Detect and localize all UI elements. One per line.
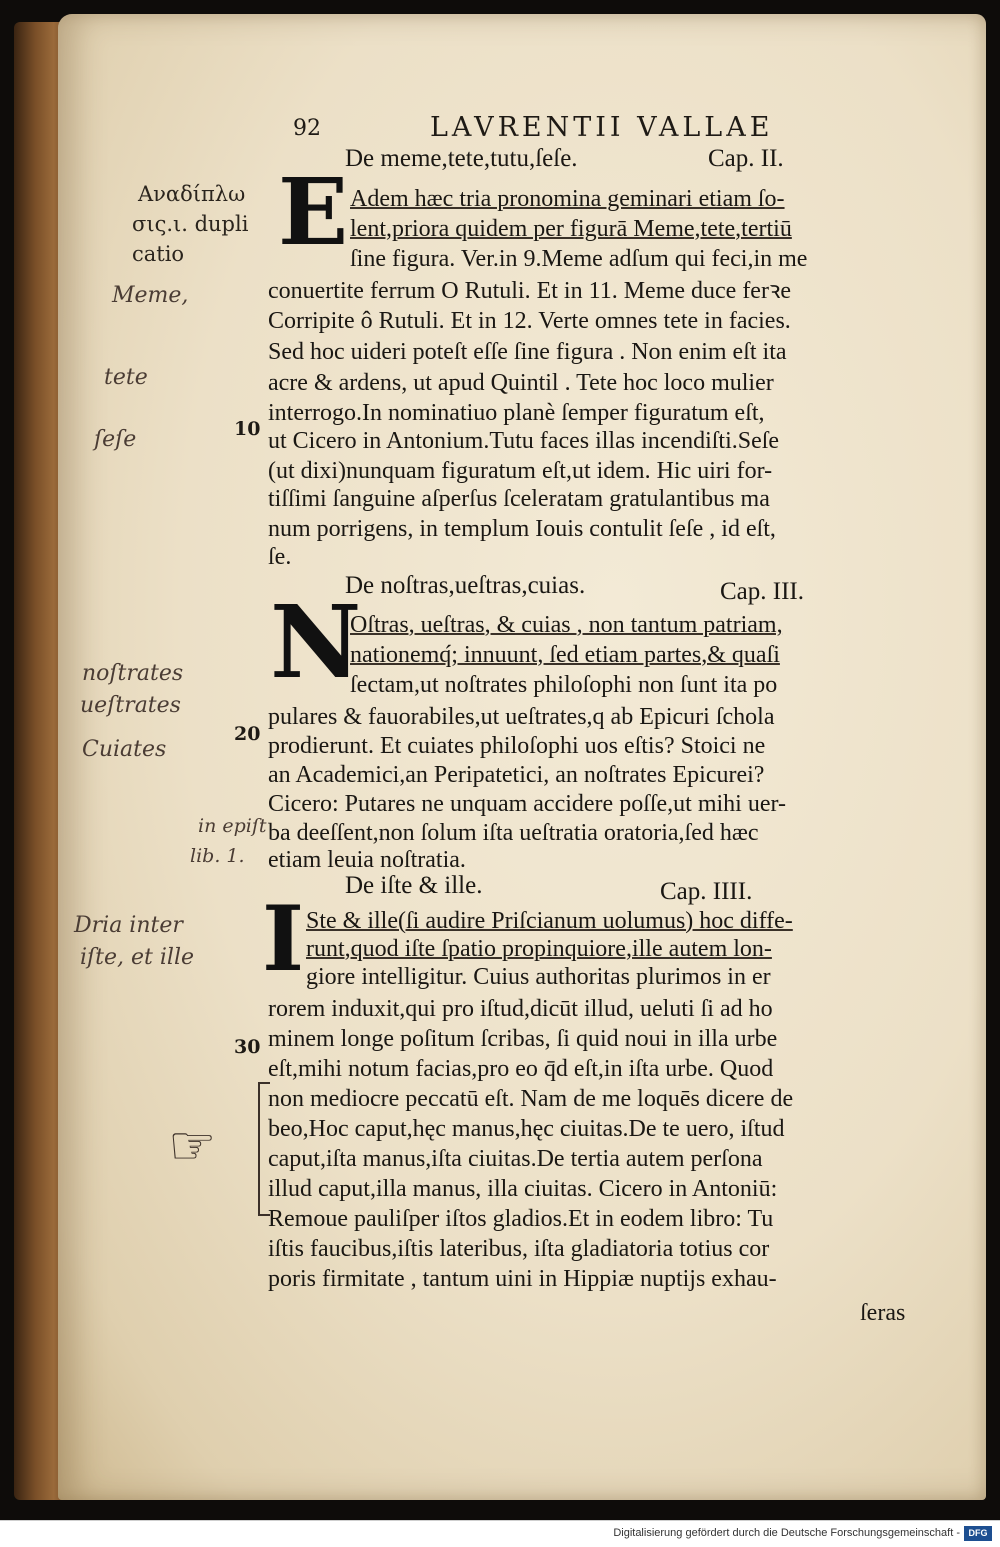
text-line: an Academici,an Peripatetici, an noſtrates Epicurei? [268,762,765,788]
chapter-title: De noſtras,ueſtras,cuias. [345,572,586,599]
chapter-title: De meme,tete,tutu,ſeſe. [345,145,578,172]
chapter-title: De iſte & ille. [345,872,483,899]
text-line: conuertite ferrum O Rutuli. Et in 11. Meme duce ferꝛe [268,278,791,304]
text-line: Ste & ille(ſi audire Priſcianum uolumus) hoc diffe- [306,908,793,934]
handwritten-note: ueſtrates [80,693,181,718]
text-line: giore intelligitur. Cuius authoritas plurimos in er [306,964,771,990]
text-line: Adem hæc tria pronomina geminari etiam ſo- [350,186,785,212]
running-head: LAVRENTII VALLAE [430,112,774,143]
text-line: Cicero: Putares ne unquam accidere poſſe,ut mihi uer- [268,791,787,817]
text-line: minem longe poſitum ſcribas, ſi quid noui in illa urbe [268,1026,778,1052]
page-number: 92 [293,116,321,141]
chapter-label: Cap. II. [708,145,784,172]
text-line: non mediocre peccatū eſt. Nam de me loquēs dicere de [268,1086,794,1112]
chapter-label: Cap. III. [720,578,804,605]
text-line: ba deeſſent,non ſolum iſta ueſtratia oratoria,ſed hæc [268,820,759,846]
printed-margin-note: catio [132,242,185,266]
text-line: interrogo.In nominatiuo planè ſemper figuratum eſt, [268,400,765,426]
text-line: eſt,mihi notum facias,pro eo q̄d eſt,in iſta urbe. Quod [268,1056,774,1082]
text-line: tiſſimi ſanguine aſperſus ſceleratam gratulantibus ma [268,486,770,512]
text-line: ut Cicero in Antonium.Tutu faces illas incendiſti.Seſe [268,428,780,454]
text-line: ſine figura. Ver.in 9.Meme adſum qui feci,in me [350,246,808,272]
drop-initial: N [270,583,362,701]
text-line: ſectam,ut noſtrates philoſophi non ſunt ita po [350,672,778,698]
handwritten-note: Cuiates [82,737,167,762]
text-line: Remoue pauliſper iſtos gladios.Et in eodem libro: Tu [268,1206,774,1232]
text-line: beo,Hoc caput,hęc manus,hęc ciuitas.De te uero, iſtud [268,1116,785,1142]
margin-bracket [258,1082,270,1216]
text-line: (ut dixi)nunquam figuratum eſt,ut idem. Hic uiri for- [268,458,773,484]
text-line: Sed hoc uideri poteſt eſſe ſine figura . Non enim eſt ita [268,339,787,365]
line-number: 20 [234,723,261,745]
text-line: ſe. [268,544,292,570]
text-line: pulares & fauorabiles,ut ueſtrates,q ab Epicuri ſchola [268,704,775,730]
text-line: runt,quod iſte ſpatio propinquiore,ille autem lon- [306,936,772,962]
text-line: lent,priora quidem per figurā Meme,tete,tertiū [350,216,792,242]
text-line: prodierunt. Et cuiates philoſophi uos eſtis? Stoici ne [268,733,766,759]
line-number: 30 [234,1036,261,1058]
handwritten-note: tete [104,365,148,390]
text-line: num porrigens, in templum Iouis contulit ſeſe , id eſt, [268,516,776,542]
text-line: rorem induxit,qui pro iſtud,dicūt illud, ueluti ſi ad ho [268,996,773,1022]
handwritten-note: Dria inter [74,913,183,938]
text-line: acre & ardens, ut apud Quintil . Tete hoc loco mulier [268,370,774,396]
text-line: caput,iſta manus,iſta ciuitas.De tertia autem perſona [268,1146,763,1172]
footer-credit: Digitalisierung gefördert durch die Deutsche Forschungsgemeinschaft - [613,1527,960,1539]
handwritten-note: Meme, [112,283,189,308]
text-line: etiam leuia noſtratia. [268,847,466,873]
line-number: 10 [234,418,261,440]
text-line: nationemq́; innuunt, ſed etiam partes,& quaſi [350,642,780,668]
handwritten-note: noſtrates [82,661,184,686]
handwritten-note: iſte, et ille [80,945,195,970]
text-line: iſtis faucibus,iſtis lateribus, iſta gladiatoria totius cor [268,1236,770,1262]
printed-margin-note: σις.ι. dupli [132,212,249,236]
text-line: ſeras [860,1300,906,1326]
text-line: Oſtras, ueſtras, & cuias , non tantum patriam, [350,612,783,638]
footer-bar [0,1520,1000,1547]
drop-initial: I [262,886,305,992]
chapter-label: Cap. IIII. [660,878,753,905]
drop-initial: E [278,158,349,266]
dfg-logo-icon: DFG [964,1526,992,1541]
manicule-icon: ☞ [168,1114,217,1177]
handwritten-note: in epiſt [198,815,267,837]
text-line: illud caput,illa manus, illa ciuitas. Cicero in Antoniū: [268,1176,778,1202]
handwritten-note: lib. 1. [190,845,245,867]
handwritten-note: ſeſe [94,427,137,452]
text-line: Corripite ô Rutuli. Et in 12. Verte omnes tete in facies. [268,308,791,334]
printed-margin-note: Αναδίπλω [138,182,246,206]
text-line: poris firmitate , tantum uini in Hippiæ nuptijs exhau- [268,1266,777,1292]
